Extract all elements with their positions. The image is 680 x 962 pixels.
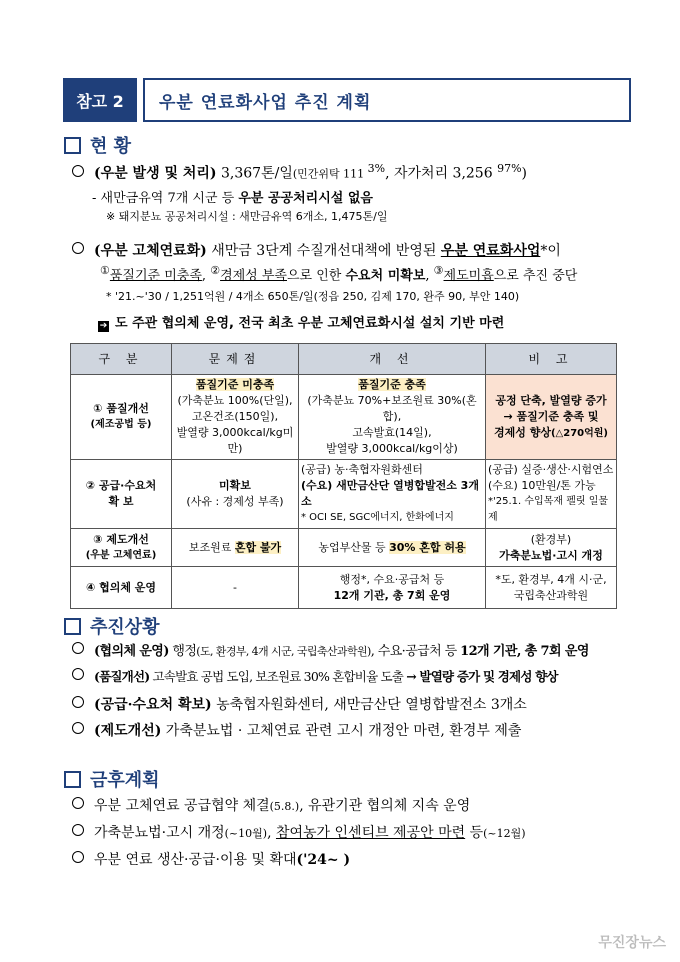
table-cell: 행정*, 수요·공급처 등 12개 기관, 총 7회 운영	[299, 567, 486, 609]
circle-bullet-icon	[72, 797, 84, 809]
status-line-1: (우분 발생 및 처리) 3,367톤/일(민간위탁 111 $^{3\%}$, 자가처리 3,256 $^{97\%}$)	[72, 162, 527, 183]
status-line-5: ①품질기준 미충족, ②경제성 부족으로 인한 수요처 미확보, ③제도미흡으로 추진 중단	[100, 264, 578, 284]
table-cell: ① 품질개선 (제조공법 등)	[71, 375, 172, 460]
table-cell: ② 공급·수요처 확 보	[71, 460, 172, 529]
square-bullet-icon	[64, 618, 81, 635]
table-cell: -	[172, 567, 299, 609]
table-header-cell: 비 고	[486, 344, 617, 375]
table-cell: (공급) 실증·생산·시험연소 (수요) 10만원/톤 가능 *'25.1. 수입목재 펠릿 일물제	[486, 460, 617, 529]
section-plan-title: 금후계획	[90, 770, 160, 791]
circle-bullet-icon	[72, 642, 84, 654]
status-note-2: * '21.~'30 / 1,251억원 / 4개소 650톤/일(정읍 250, 김제 170, 완주 90, 부안 140)	[106, 290, 520, 303]
progress-item-2: (품질개선) 고속발효 공법 도입, 보조원료 30% 혼합비율 도출 → 발열량 증가 및 경제성 향상	[72, 667, 558, 685]
square-bullet-icon	[64, 137, 81, 154]
table-cell: (환경부) 가축분뇨법·고시 개정	[486, 529, 617, 567]
progress-item-3: (공급·수요처 확보) 농축협자원화센터, 새만금산단 열병합발전소 3개소	[72, 694, 527, 714]
doc-header	[63, 78, 631, 122]
progress-item-4: (제도개선) 가축분뇨법 · 고체연료 관련 고시 개정안 마련, 환경부 제출	[72, 720, 521, 740]
table-header-row	[71, 344, 617, 375]
circle-bullet-icon	[72, 668, 84, 680]
section-status-heading	[64, 132, 131, 158]
plan-item-1: 우분 고체연료 공급협약 체결(5.8.), 유관기관 협의체 지속 운영	[72, 795, 470, 815]
table-cell: *도, 환경부, 4개 시·군, 국립축산과학원	[486, 567, 617, 609]
circle-bullet-icon	[72, 696, 84, 708]
table-cell: 보조원료 혼합 불가	[172, 529, 299, 567]
table-cell: 공정 단축, 발열량 증가 → 품질기준 충족 및 경제성 향상(△270억원)	[486, 375, 617, 460]
status-note-1: ※ 돼지분뇨 공공처리시설 : 새만금유역 6개소, 1,475톤/일	[106, 210, 388, 223]
arrow-right-icon: ➔	[99, 321, 108, 331]
progress-item-1: (협의체 운영) 행정(도, 환경부, 4개 시군, 국립축산과학원), 수요·공급처 등 12개 기관, 총 7회 운영	[72, 640, 589, 659]
table-cell: ③ 제도개선 (우분 고체연료)	[71, 529, 172, 567]
status-result: ➔ 도 주관 협의체 운영, 전국 최초 우분 고체연료화시설 설치 기반 마련	[99, 316, 505, 331]
square-bullet-icon	[64, 771, 81, 788]
status-line-4: (우분 고체연료화) 새만금 3단계 수질개선대책에 반영된 우분 연료화사업*이	[72, 240, 561, 260]
circle-bullet-icon	[72, 851, 84, 863]
watermark: 무진장뉴스	[598, 935, 666, 951]
table-cell: 품질기준 충족 (가축분뇨 70%+보조원료 30%(혼합), 고속발효(14일), 발열량 3,000kcal/kg이상)	[299, 375, 486, 460]
section-progress-heading	[64, 613, 160, 639]
table-cell: (공급) 농·축협자원화센터 (수요) 새만금산단 열병합발전소 3개소 * OCI SE, SGC에너지, 한화에너지	[299, 460, 486, 529]
circle-bullet-icon	[72, 242, 84, 254]
doc-title: 우분 연료화사업 추진 계획	[143, 78, 631, 122]
table-header-cell: 문제점	[172, 344, 299, 375]
circle-bullet-icon	[72, 165, 84, 177]
plan-item-2: 가축분뇨법·고시 개정(~10월), 참여농가 인센티브 제공안 마련 등(~12월)	[72, 822, 526, 842]
table-row	[71, 567, 617, 609]
table-row	[71, 460, 617, 529]
table-row	[71, 375, 617, 460]
table-cell: ④ 협의체 운영	[71, 567, 172, 609]
improvement-table	[70, 343, 617, 609]
section-plan-heading	[64, 766, 160, 792]
circle-bullet-icon	[72, 722, 84, 734]
table-row	[71, 529, 617, 567]
table-cell: 농업부산물 등 30% 혼합 허용	[299, 529, 486, 567]
table-cell: 품질기준 미충족 (가축분뇨 100%(단일), 고온건조(150일), 발열량 3,000kcal/kg미만)	[172, 375, 299, 460]
status-line-2: - 새만금유역 7개 시군 등 우분 공공처리시설 없음	[92, 191, 373, 206]
reference-tag: 참고 2	[63, 78, 137, 122]
table-cell: 미확보 (사유 : 경제성 부족)	[172, 460, 299, 529]
table-header-cell: 개 선	[299, 344, 486, 375]
plan-item-3: 우분 연료 생산·공급·이용 및 확대('24~ )	[72, 849, 350, 869]
circle-bullet-icon	[72, 824, 84, 836]
section-status-title: 현 황	[90, 136, 132, 157]
table-header-cell: 구 분	[71, 344, 172, 375]
section-progress-title: 추진상황	[90, 617, 160, 638]
